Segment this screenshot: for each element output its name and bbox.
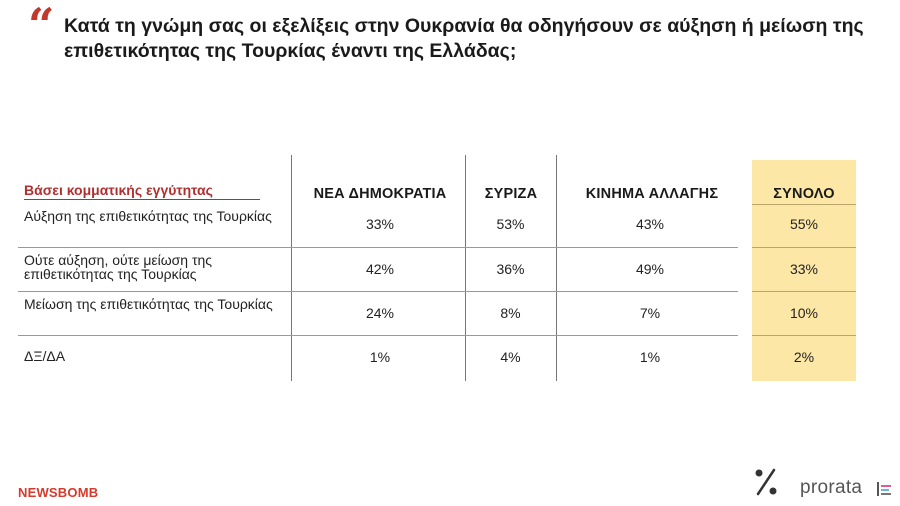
column-header-syriza: ΣΥΡΙΖΑ	[484, 186, 538, 202]
cell-value-total: 33%	[789, 261, 819, 277]
column-divider	[291, 155, 292, 381]
page-title: Κατά τη γνώμη σας οι εξελίξεις στην Ουκρανία θα οδηγήσουν σε αύξηση ή μείωση της επιθετικότητας της Τουρκίας έναντι της Ελλάδας;	[64, 15, 864, 62]
newsbomb-logo: NEWSBOMB	[18, 485, 99, 500]
cell-value: 24%	[365, 305, 395, 321]
cell-value: 7%	[639, 305, 661, 321]
column-divider	[556, 155, 557, 381]
row-label-increase: Αύξηση της επιθετικότητας της Τουρκίας	[24, 208, 272, 224]
row-divider	[18, 291, 738, 292]
cell-value: 36%	[496, 261, 525, 277]
total-row-divider	[752, 204, 856, 205]
row-label-dk: ΔΞ/ΔΑ	[24, 348, 66, 364]
cell-value: 53%	[496, 216, 525, 232]
cell-value: 8%	[500, 305, 521, 321]
cell-value: 49%	[635, 261, 665, 277]
cell-value: 1%	[639, 349, 661, 365]
section-label: Βάσει κομματικής εγγύτητας	[24, 182, 213, 198]
section-underline	[24, 199, 260, 200]
total-row-divider	[752, 291, 856, 292]
row-divider	[18, 335, 738, 336]
row-label-decrease: Μείωση της επιθετικότητας της Τουρκίας	[24, 296, 273, 312]
cell-value: 42%	[365, 261, 395, 277]
cell-value-total: 2%	[793, 349, 815, 365]
cell-value: 1%	[369, 349, 391, 365]
cell-value: 43%	[635, 216, 665, 232]
column-header-kinal: ΚΙΝΗΜΑ ΑΛΛΑΓΗΣ	[585, 186, 719, 202]
cell-value: 4%	[500, 349, 521, 365]
quote-mark-icon: “	[28, 0, 55, 52]
cell-value: 33%	[365, 216, 395, 232]
column-header-nd: ΝΕΑ ΔΗΜΟΚΡΑΤΙΑ	[313, 186, 447, 202]
total-row-divider	[752, 247, 856, 248]
cell-value-total: 10%	[789, 305, 819, 321]
cell-value-total: 55%	[789, 216, 819, 232]
prorata-bars-icon	[877, 482, 891, 496]
column-header-total: ΣΥΝΟΛΟ	[773, 186, 835, 202]
prorata-logo: prorata	[800, 477, 863, 498]
row-divider	[18, 247, 738, 248]
percent-logo-icon	[753, 467, 779, 497]
total-row-divider	[752, 335, 856, 336]
row-label-neither: Ούτε αύξηση, ούτε μείωση της επιθετικότητας της Τουρκίας	[24, 252, 213, 282]
